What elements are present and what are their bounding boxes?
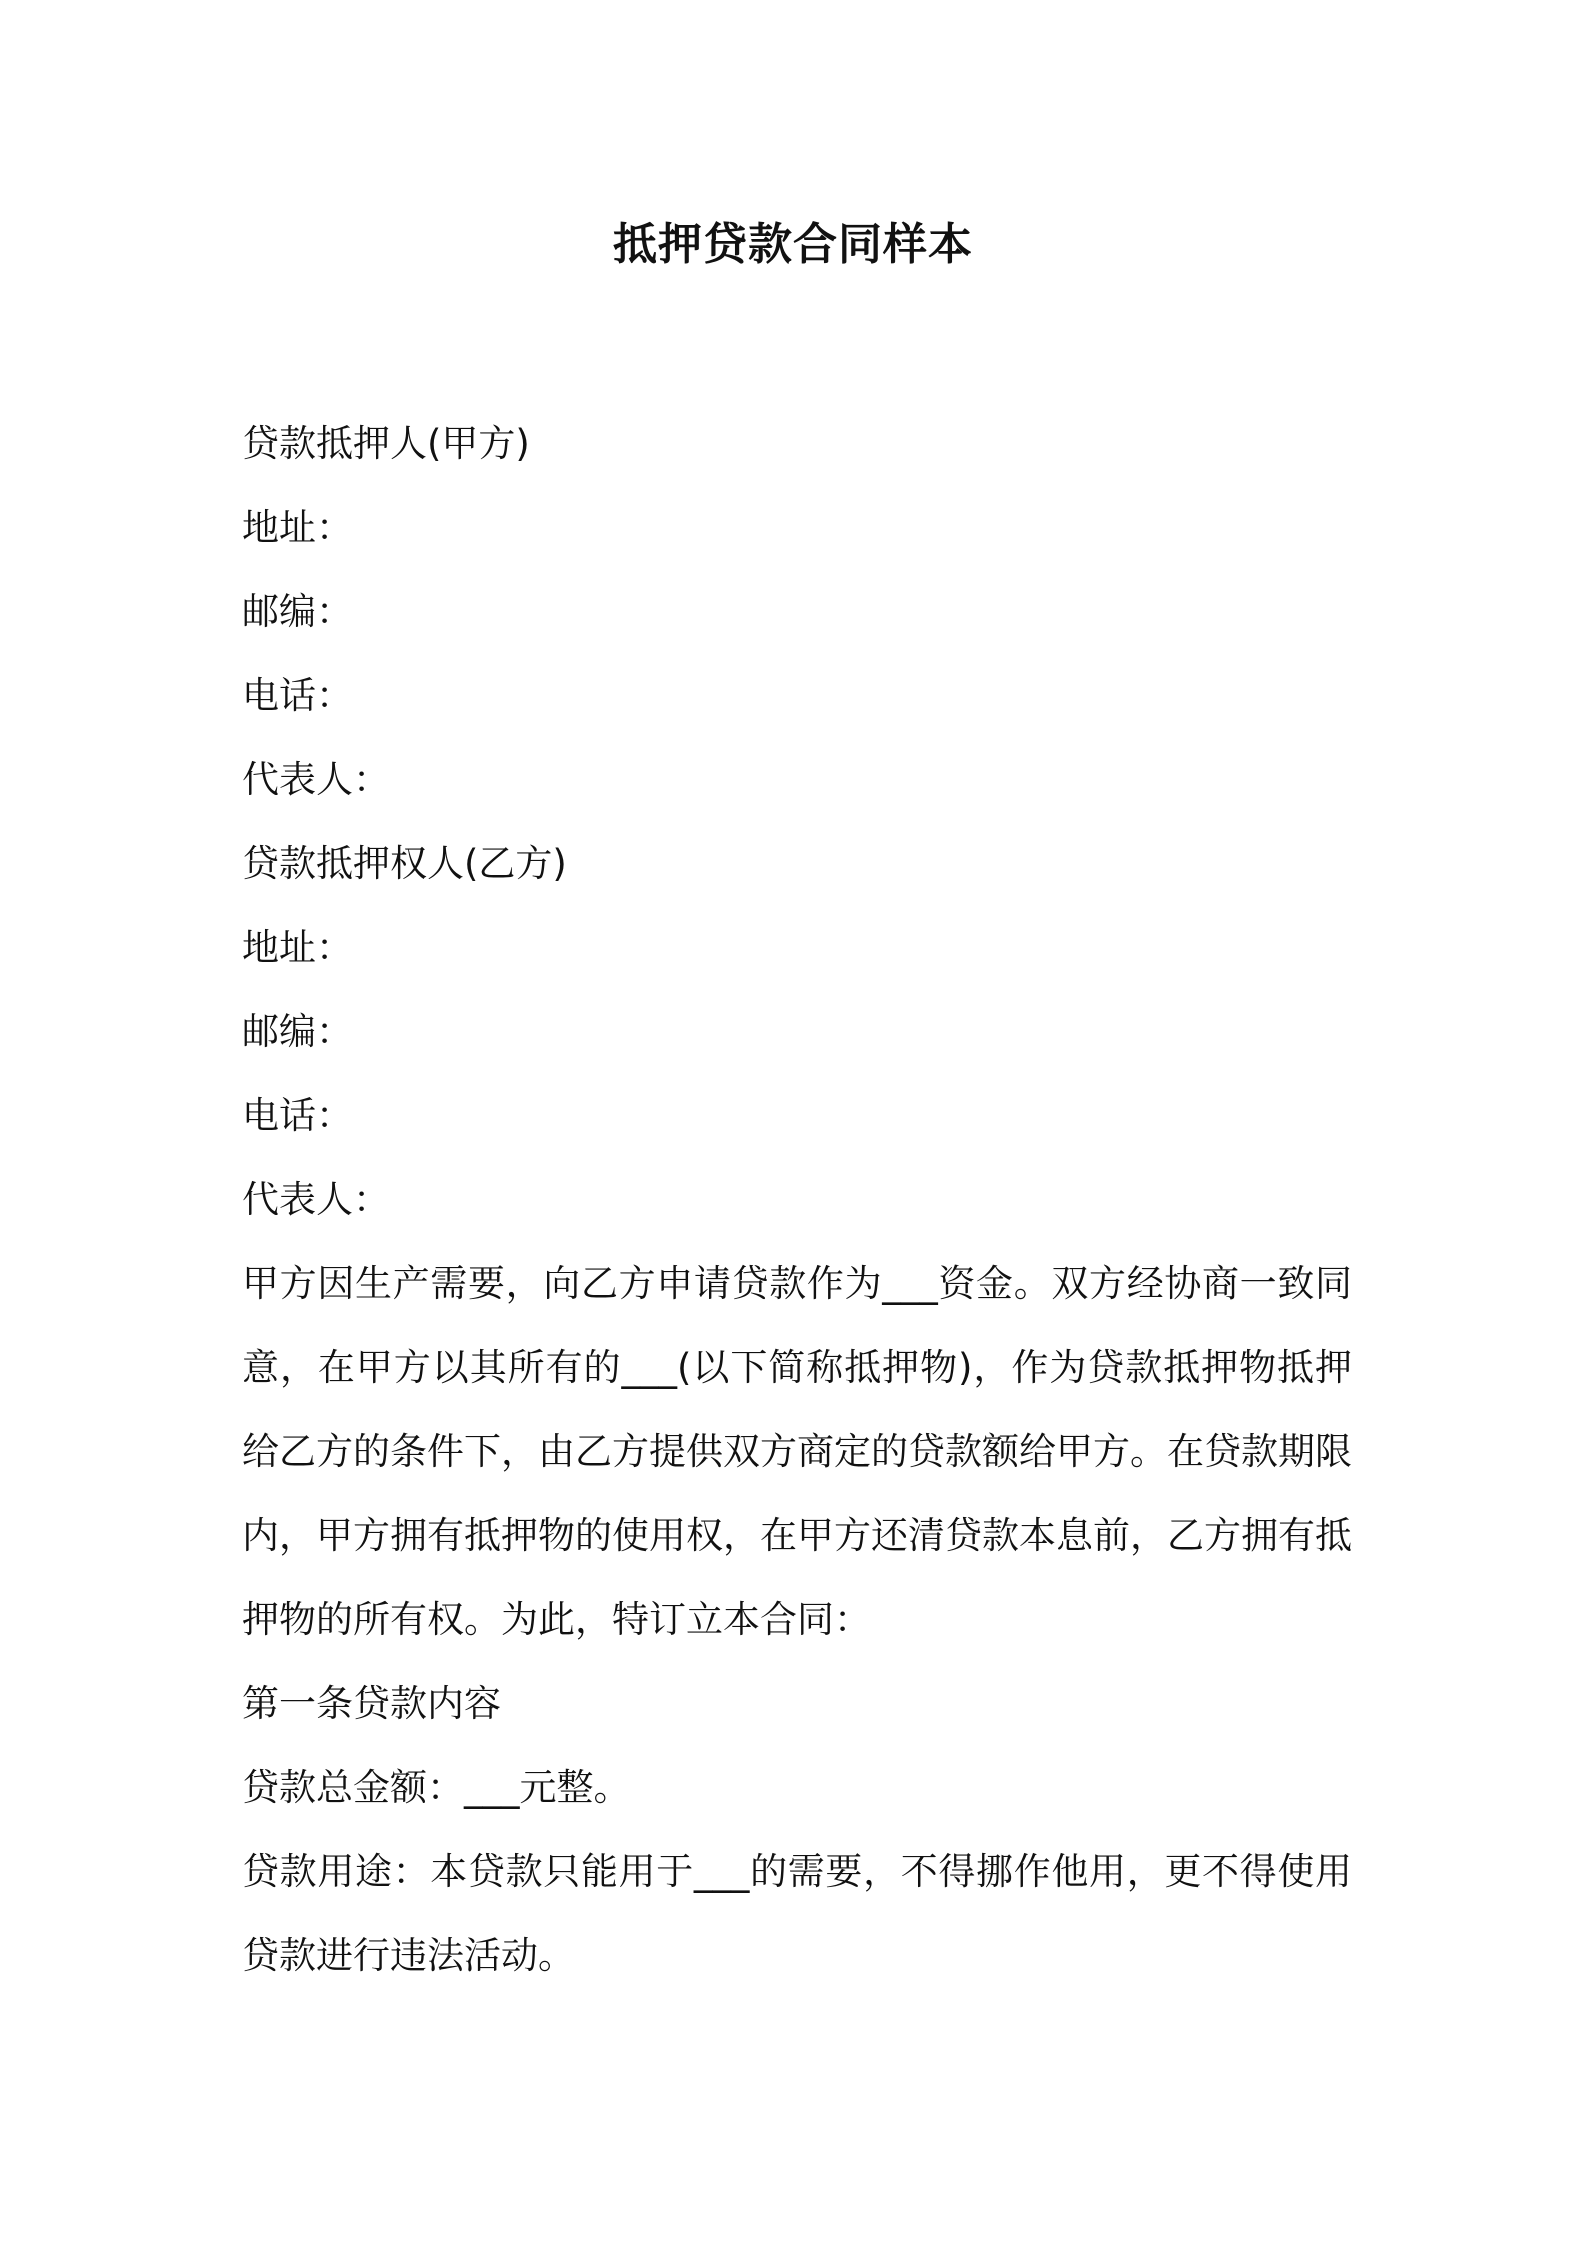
article-1-heading: 第一条贷款内容 — [242, 1682, 501, 1725]
party-a-heading: 贷款抵押人(甲方) — [242, 422, 530, 465]
party-b-postcode: 邮编： — [242, 1010, 353, 1053]
loan-purpose-paragraph: 贷款用途：本贷款只能用于___的需要，不得挪作他用，更不得使用贷款进行违法活动。 — [242, 1850, 1352, 1977]
party-a-postcode: 邮编： — [242, 590, 353, 633]
party-a-address: 地址： — [242, 506, 353, 549]
document-body — [242, 402, 1352, 1998]
preamble-paragraph: 甲方因生产需要，向乙方申请贷款作为___资金。双方经协商一致同意，在甲方以其所有的___(以下简称抵押物)，作为贷款抵押物抵押给乙方的条件下，由乙方提供双方商定的贷款额给甲方。在贷款期限内，甲方拥有抵押物的使用权，在甲方还清贷款本息前，乙方拥有抵押物的所有权。为此，特订立本合同： — [242, 1262, 1352, 1641]
party-b-phone: 电话： — [242, 1094, 353, 1137]
party-a-representative: 代表人： — [242, 758, 390, 801]
party-b-representative: 代表人： — [242, 1178, 390, 1221]
loan-total-amount: 贷款总金额：___元整。 — [242, 1766, 631, 1809]
document-title: 抵押贷款合同样本 — [613, 219, 973, 270]
party-a-phone: 电话： — [242, 674, 353, 717]
party-b-address: 地址： — [242, 926, 353, 969]
party-b-heading: 贷款抵押权人(乙方) — [242, 842, 567, 885]
